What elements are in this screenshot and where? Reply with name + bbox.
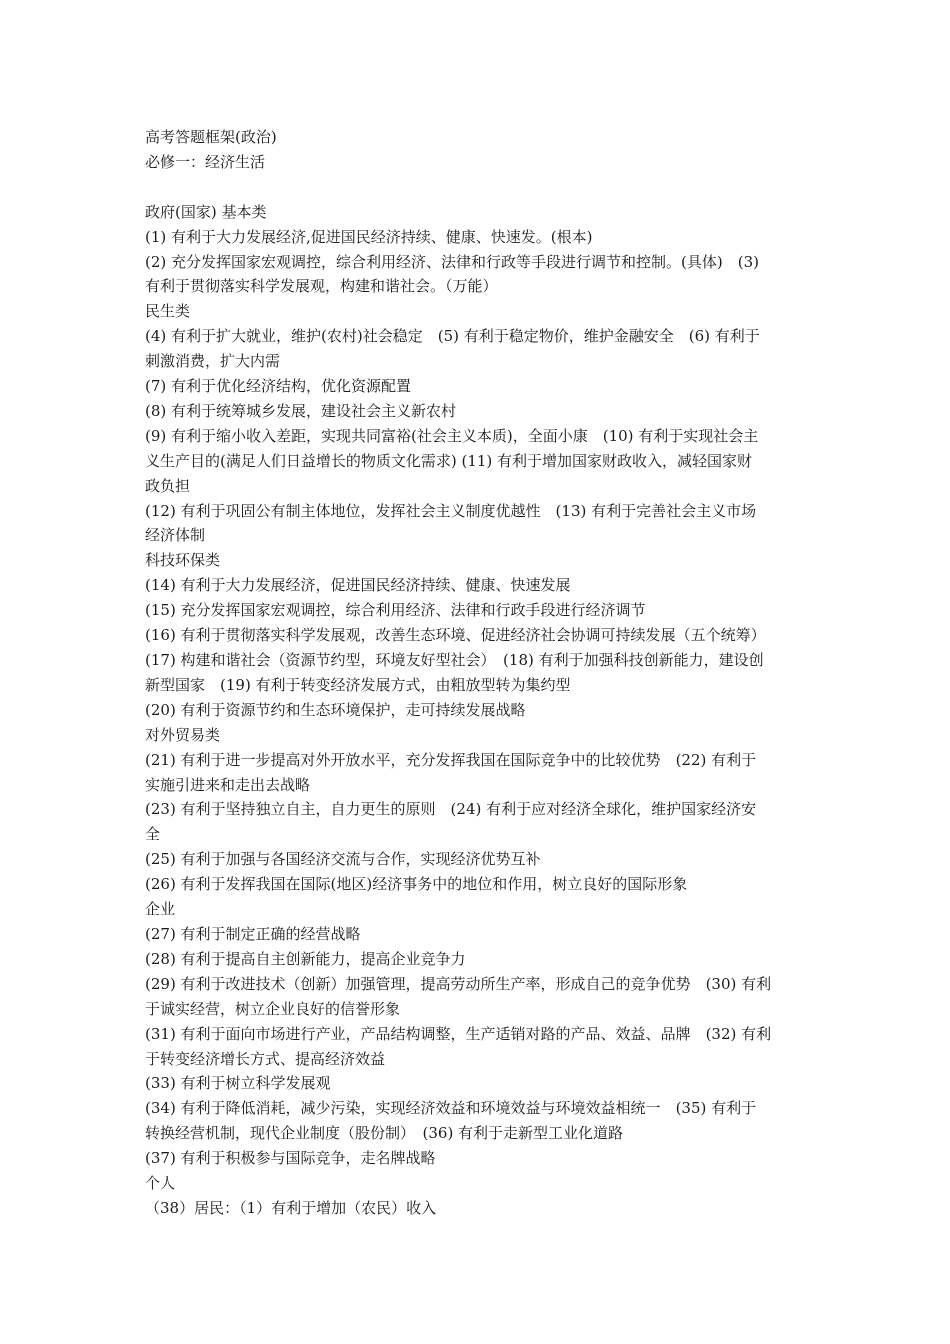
document-page (145, 125, 809, 1221)
text-line: 于诚实经营，树立企业良好的信誉形象 (145, 999, 401, 1018)
text-line: (7) 有利于优化经济结构，优化资源配置 (145, 377, 412, 396)
blank-line (145, 175, 809, 200)
section-heading-enterprise: 企业 (145, 900, 176, 919)
text-line: (12) 有利于巩固公有制主体地位，发挥社会主义制度优越性 (13) 有利于完善社会主义市场 (145, 501, 757, 520)
section-heading-tech-environment: 科技环保类 (145, 551, 221, 570)
text-line: (17) 构建和谐社会（资源节约型，环境友好型社会） (18) 有利于加强科技创新能力，建设创 (145, 651, 764, 670)
text-line: (34) 有利于降低消耗，减少污染，实现经济效益和环境效益与环境效益相统一 (35) 有利于 (145, 1099, 757, 1118)
text-line: (4) 有利于扩大就业，维护(农村)社会稳定 (5) 有利于稳定物价，维护金融安全 (6) 有利于 (145, 327, 760, 346)
text-line: (1) 有利于大力发展经济,促进国民经济持续、健康、快速发。(根本) (145, 227, 593, 246)
text-line: （38）居民：（1）有利于增加（农民）收入 (145, 1198, 437, 1217)
text-line: (26) 有利于发挥我国在国际(地区)经济事务中的地位和作用，树立良好的国际形象 (145, 875, 688, 894)
text-line: (25) 有利于加强与各国经济交流与合作，实现经济优势互补 (145, 850, 541, 869)
text-line: (2) 充分发挥国家宏观调控，综合利用经济、法律和行政等手段进行调节和控制。(具体) (3) (145, 252, 759, 271)
text-line: (23) 有利于坚持独立自主，自力更生的原则 (24) 有利于应对经济全球化，维护国家经济安 (145, 800, 757, 819)
section-heading-government: 政府(国家) 基本类 (145, 202, 267, 221)
document-subtitle: 必修一：经济生活 (145, 152, 266, 171)
text-line: (8) 有利于统筹城乡发展，建设社会主义新农村 (145, 401, 457, 420)
section-heading-foreign-trade: 对外贸易类 (145, 725, 221, 744)
text-line: (9) 有利于缩小收入差距，实现共同富裕(社会主义本质)，全面小康 (10) 有利于实现社会主 (145, 426, 759, 445)
text-line: (20) 有利于资源节约和生态环境保护，走可持续发展战略 (145, 700, 526, 719)
text-line: 义生产目的(满足人们日益增长的物质文化需求) (11) 有利于增加国家财政收入，减轻国家财 (145, 451, 753, 470)
text-line: (33) 有利于树立科学发展观 (145, 1074, 331, 1093)
text-line: 有利于贯彻落实科学发展观，构建和谐社会。（万能） (145, 277, 498, 296)
text-line: 于转变经济增长方式、提高经济效益 (145, 1049, 386, 1068)
text-line: 转换经营机制，现代企业制度（股份制） (36) 有利于走新型工业化道路 (145, 1124, 624, 1143)
text-line: (27) 有利于制定正确的经营战略 (145, 924, 361, 943)
text-line: 经济体制 (145, 526, 206, 545)
text-line: 政负担 (145, 476, 191, 495)
text-line: (31) 有利于面向市场进行产业，产品结构调整，生产适销对路的产品、效益、品牌 (32) 有利 (145, 1024, 772, 1043)
text-line: (15) 充分发挥国家宏观调控，综合利用经济、法律和行政手段进行经济调节 (145, 601, 646, 620)
text-line: (37) 有利于积极参与国际竞争，走名牌战略 (145, 1149, 436, 1168)
text-line: 新型国家 (19) 有利于转变经济发展方式，由粗放型转为集约型 (145, 675, 571, 694)
text-line: (21) 有利于进一步提高对外开放水平，充分发挥我国在国际竞争中的比较优势 (22) 有利于 (145, 750, 757, 769)
section-heading-individual: 个人 (145, 1174, 176, 1193)
text-line: (28) 有利于提高自主创新能力，提高企业竞争力 (145, 949, 466, 968)
document-title: 高考答题框架(政治) (145, 128, 277, 146)
text-line: 刺激消费，扩大内需 (145, 352, 281, 371)
text-line: 全 (145, 825, 161, 844)
section-heading-livelihood: 民生类 (145, 302, 191, 321)
text-line: 实施引进来和走出去战略 (145, 775, 311, 794)
text-line: (29) 有利于改进技术（创新）加强管理，提高劳动所生产率，形成自己的竞争优势 (30) 有利 (145, 974, 772, 993)
text-line: (16) 有利于贯彻落实科学发展观，改善生态环境、促进经济社会协调可持续发展（五个统筹） (145, 626, 766, 645)
text-line: (14) 有利于大力发展经济，促进国民经济持续、健康、快速发展 (145, 576, 571, 595)
